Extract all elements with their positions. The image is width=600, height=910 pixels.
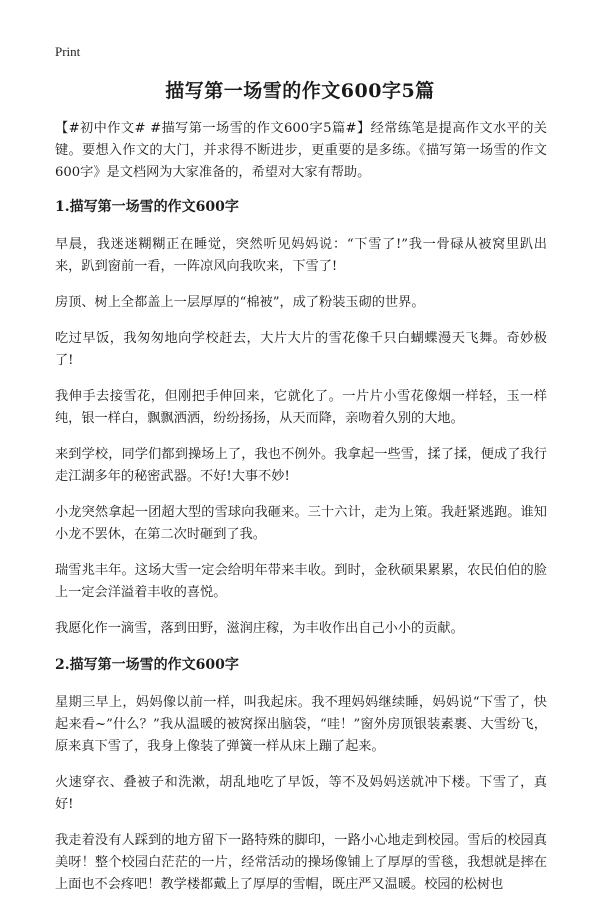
section-heading-1: 1.描写第一场雪的作文600字 bbox=[55, 199, 239, 215]
print-link[interactable]: Print bbox=[55, 44, 81, 59]
paragraph: 早晨，我迷迷糊糊正在睡觉，突然听见妈妈说：“下雪了!”我一骨碌从被窝里趴出来，趴到窗前一看，一阵凉风向我吹来，下雪了! bbox=[55, 237, 547, 274]
intro-paragraph: 【#初中作文# #描写第一场雪的作文600字5篇#】经常练笔是提高作文水平的关键。要想入作文的大门，并求得不断进步，更重要的是多练。《描写第一场雪的作文600字》是文档网为大家准备的，希望对大家有帮助。 bbox=[55, 121, 547, 180]
paragraph: 星期三早上，妈妈像以前一样，叫我起床。我不理妈妈继续睡，妈妈说“下雪了，快起来看~”什么？”我从温暖的被窝探出脑袋，“哇！”窗外房顶银装素裹、大雪纷飞，原来真下雪了，我身上像装了弹簧一样从床上蹦了起来。 bbox=[55, 695, 547, 754]
paragraph: 房顶、树上全都盖上一层厚厚的“棉被”，成了粉装玉砌的世界。 bbox=[55, 295, 425, 310]
paragraph: 我走着没有人踩到的地方留下一路特殊的脚印，一路小心地走到校园。雪后的校园真美呀！整个校园白茫茫的一片，经常活动的操场像铺上了厚厚的雪毯，我想就是摔在上面也不会疼吧！教学楼都戴上了厚厚的雪帽，既庄严又温暖。校园的松树也 bbox=[55, 833, 547, 892]
article-body bbox=[55, 118, 547, 910]
paragraph: 我愿化作一滴雪，落到田野，滋润庄稼，为丰收作出自己小小的贡献。 bbox=[55, 621, 464, 636]
paragraph: 吃过早饭，我匆匆地向学校赶去，大片大片的雪花像千只白蝴蝶漫天飞舞。奇妙极了! bbox=[55, 331, 547, 368]
page-title: 描写第一场雪的作文600字5篇 bbox=[165, 80, 435, 102]
paragraph: 来到学校，同学们都到操场上了，我也不例外。我拿起一些雪，揉了揉，便成了我行走江湖多年的秘密武器。不好!大事不妙! bbox=[55, 447, 547, 484]
section-heading-2: 2.描写第一场雪的作文600字 bbox=[55, 657, 239, 673]
paragraph: 瑞雪兆丰年。这场大雪一定会给明年带来丰收。到时，金秋硕果累累，农民伯伯的脸上一定会洋溢着丰收的喜悦。 bbox=[55, 563, 547, 600]
paragraph: 小龙突然拿起一团超大型的雪球向我砸来。三十六计，走为上策。我赶紧逃跑。谁知小龙不罢休，在第二次时砸到了我。 bbox=[55, 505, 547, 542]
paragraph: 我伸手去接雪花，但刚把手伸回来，它就化了。一片片小雪花像烟一样轻，玉一样纯，银一样白，飘飘洒洒，纷纷扬扬，从天而降，亲吻着久别的大地。 bbox=[55, 389, 547, 426]
paragraph: 火速穿衣、叠被子和洗漱，胡乱地吃了早饭，等不及妈妈送就冲下楼。下雪了，真好! bbox=[55, 775, 547, 812]
